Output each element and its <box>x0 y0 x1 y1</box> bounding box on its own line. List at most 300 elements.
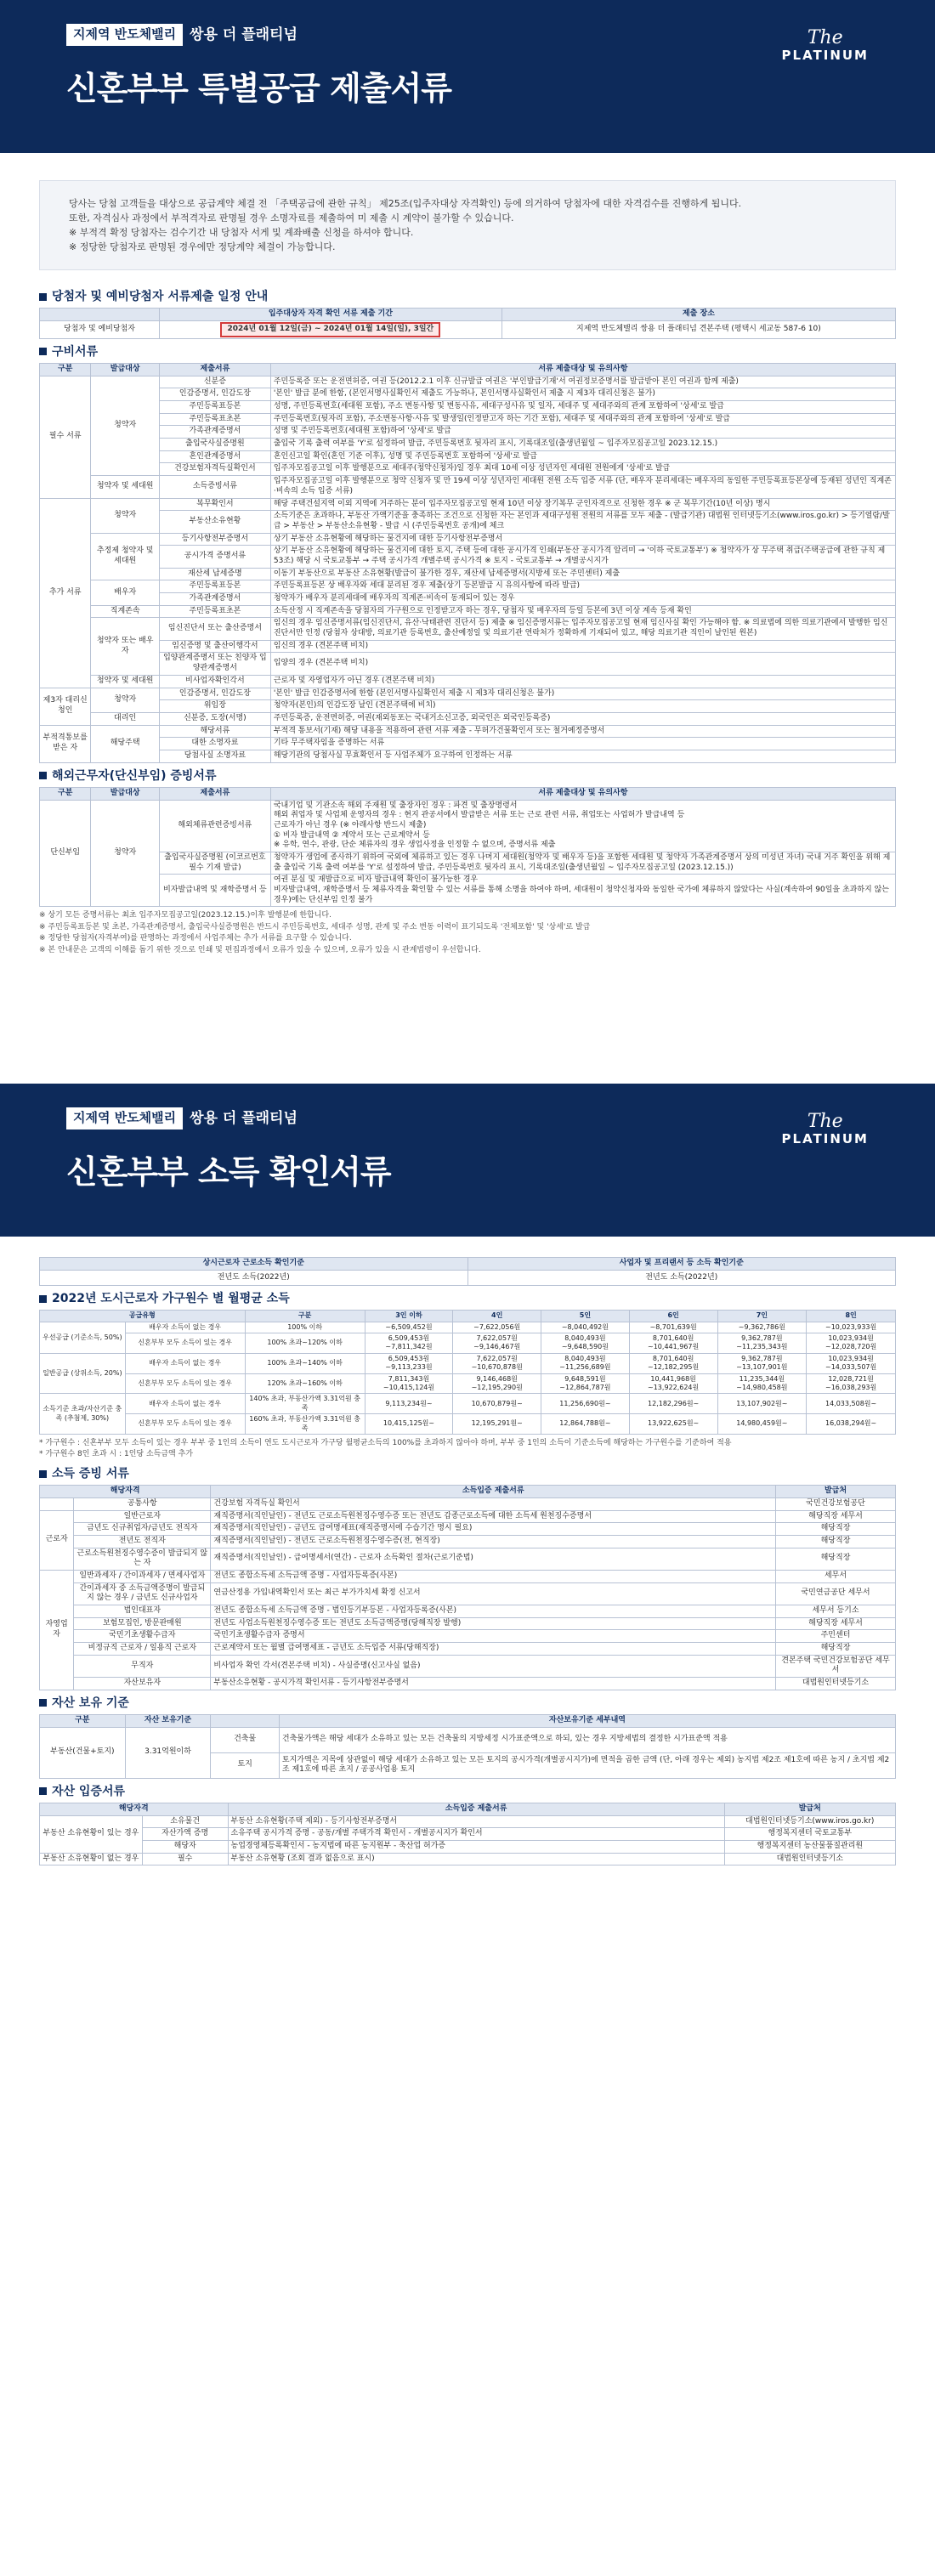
income-basis-table <box>39 1257 896 1286</box>
docs-row <box>40 401 896 414</box>
notice-line: ※ 정당한 당첨자로 판명된 경우에만 정당계약 체결이 가능합니다. <box>69 241 336 253</box>
income-cell: ~10,023,933원 <box>807 1322 896 1333</box>
hero-tag <box>66 24 298 46</box>
proof-doc: 전년도 사업소득원천징수영수증 또는 전년도 소득금액증명(당해직장 발행) <box>211 1617 776 1630</box>
proof-issuer: 해당직장 <box>776 1548 896 1570</box>
content-1 <box>0 180 935 956</box>
footnote: ※ 상기 모든 증명서류는 최초 입주자모집공고일(2023.12.15.)이후 발행분에 한합니다. <box>39 911 332 920</box>
footnotes <box>39 910 896 956</box>
page-title: 신혼부부 특별공급 제출서류 <box>66 69 451 107</box>
income-type: 우선공급 (기준소득, 50%) <box>40 1322 126 1353</box>
docs-row <box>40 476 896 498</box>
docs-doc: 혼인관계증명서 <box>159 450 270 463</box>
income-cell: 100% 초과~140% 이하 <box>245 1353 365 1373</box>
proof-subcategory: 전년도 전직자 <box>74 1535 211 1548</box>
income-header: 공급유형 <box>40 1311 246 1322</box>
income-cell: ~8,701,639원 <box>629 1322 717 1333</box>
income-row <box>40 1394 896 1414</box>
overseas-group: 단신부임 <box>40 800 91 907</box>
docs-note: 주민등록증 또는 운전면허증, 여권 등(2012.2.1 이후 신규발급 여권은 '부인발급기재'서 여권정보증명서를 발급받아 본인 여권과 함께 제출) <box>270 376 895 388</box>
income-cell: 12,182,296원~ <box>629 1394 717 1414</box>
docs-target: 직계존속 <box>91 605 160 618</box>
proof-issuer: 대법원인터넷등기소 <box>776 1678 896 1690</box>
proof-issuer: 행정복지센터 국토교통부 <box>724 1828 895 1841</box>
overseas-header: 서류 제출대상 및 유의사항 <box>270 787 895 800</box>
docs-row <box>40 546 896 568</box>
docs-doc: 출입국사실증명원 <box>159 439 270 451</box>
docs-row <box>40 580 896 593</box>
docs-note: 근로자 및 자영업자가 아닌 경우 (견본주택 비치) <box>270 675 895 688</box>
docs-doc: 해당서류 <box>159 725 270 738</box>
income-cell: 12,864,788원~ <box>541 1414 630 1435</box>
docs-note: 임신의 경우 (견본주택 비치) <box>270 640 895 653</box>
docs-note: 입양의 경우 (견본주택 비치) <box>270 653 895 675</box>
asset-header: 구분 <box>40 1715 126 1728</box>
proof-subcategory: 근로소득원천징수영수증이 발급되지 않는 자 <box>74 1548 211 1570</box>
income-cell: 12,195,291원~ <box>453 1414 541 1435</box>
docs-doc: 소득증빙서류 <box>159 476 270 498</box>
income-cell: 14,980,459원~ <box>717 1414 807 1435</box>
proof-row <box>40 1853 896 1865</box>
square-bullet-icon <box>39 772 47 779</box>
proof-doc: 연금산정용 가입내역확인서 또는 최근 부가가치세 확정 신고서 <box>211 1582 776 1605</box>
proof-category: 자영업자 <box>40 1570 74 1690</box>
docs-table <box>39 363 896 763</box>
proof-doc: 부동산 소유현황 (조회 결과 없음으로 표시) <box>228 1853 724 1865</box>
docs-note: 성명, 주민등록번호(세대원 포함), 주소 변동사항 및 변동사유, 세대구성사유 및 일자, 세대주 및 세대주와의 관계 포함하여 '상세'로 발급 <box>270 401 895 414</box>
docs-header: 발급대상 <box>91 363 160 376</box>
docs-row <box>40 426 896 439</box>
proof-category: 근로자 <box>40 1510 74 1570</box>
income-cell: 14,033,508원~ <box>807 1394 896 1414</box>
income-cell: 7,622,057원 ~10,670,878원 <box>453 1353 541 1373</box>
docs-target: 청약자 <box>91 376 160 476</box>
proof-row <box>40 1570 896 1582</box>
proof-doc: 근로계약서 또는 월별 급여명세표 - 금년도 소득입증 서류(당해직장) <box>211 1643 776 1656</box>
logo-platinum: PLATINUM <box>781 48 869 63</box>
income-table <box>39 1310 896 1435</box>
income-type: 일반공급 (상위소득, 20%) <box>40 1353 126 1394</box>
docs-group: 필수 서류 <box>40 376 91 498</box>
proof-issuer: 해당직장 <box>776 1535 896 1548</box>
income-cell: 10,670,879원~ <box>453 1394 541 1414</box>
docs-doc: 입양관계증명서 또는 친양자 입양관계증명서 <box>159 653 270 675</box>
page-title: 신혼부부 소득 확인서류 <box>66 1152 391 1191</box>
docs-note: 상기 부동산 소유현황에 해당하는 물건지에 대한 등기사항전부증명서 <box>270 533 895 546</box>
docs-group: 제3자 대리신청인 <box>40 688 91 725</box>
proof-doc: 재직증명서(직인날인) - 전년도 근로소득원천징수영수증(전, 현직장) <box>211 1535 776 1548</box>
schedule-place: 지제역 반도체밸리 쌍용 더 플래티넘 견본주택 (평택시 세교동 587-6 10) <box>502 321 895 339</box>
footnote: ※ 정당한 당첨자(자격부여)를 판명하는 과정에서 사업주체는 추가 서류를 요구할 수 있습니다. <box>39 934 352 943</box>
docs-row <box>40 593 896 606</box>
income-cell: 16,038,294원~ <box>807 1414 896 1435</box>
hero-brand: 쌍용 더 플래티넘 <box>190 25 298 43</box>
docs-doc: 주민등록표등본 <box>159 580 270 593</box>
income-cell: 9,146,468원 ~12,195,290원 <box>453 1373 541 1394</box>
docs-doc: 주민등록표초본 <box>159 413 270 426</box>
proof-doc: 재직증명서(직인날인) - 전년도 근로소득원천징수영수증 또는 전년도 갑종근로소득에 대한 소득세 원천징수증명서 <box>211 1510 776 1523</box>
docs-doc: 임신증명 및 출산이행각서 <box>159 640 270 653</box>
basis-value: 전년도 소득(2022년) <box>468 1271 896 1286</box>
square-bullet-icon <box>39 1787 47 1795</box>
docs-target: 청약자 및 세대원 <box>91 476 160 498</box>
docs-note: 이동기 부동산으로 부동산 소유현황(발급이 불가한 경우, 재산세 납세증명서(지방세 또는 주민센터) 제출 <box>270 568 895 580</box>
section-title-text: 구비서류 <box>52 344 99 359</box>
income-cell: 10,023,934원 ~14,033,507원 <box>807 1353 896 1373</box>
section-title-text: 2022년 도시근로자 가구원수 별 월평균 소득 <box>52 1292 290 1306</box>
asset-kind: 건축물 <box>211 1727 280 1752</box>
income-cell: 10,441,968원 ~13,922,624원 <box>629 1373 717 1394</box>
income-cell: 9,362,787원 ~11,235,343원 <box>717 1333 807 1354</box>
docs-group: 부적격통보를 받은 자 <box>40 725 91 762</box>
docs-row <box>40 376 896 388</box>
docs-row <box>40 511 896 533</box>
overseas-doc: 비자발급내역 및 재학증명서 등 <box>159 875 270 907</box>
proof-row <box>40 1655 896 1677</box>
income-cell: 신혼부부 모두 소득이 있는 경우 <box>125 1373 245 1394</box>
proof-subcategory: 일반근로자 <box>74 1510 211 1523</box>
docs-doc: 당첨사실 소명자료 <box>159 750 270 762</box>
income-header: 3인 이하 <box>365 1311 453 1322</box>
square-bullet-icon <box>39 348 47 355</box>
docs-target: 해당주택 <box>91 725 160 762</box>
proof-doc: 부동산소유현황 - 공시가격 확인서류 - 등기사항전부증명서 <box>211 1678 776 1690</box>
proof-subcategory: 일반과세자 / 간이과세자 / 면세사업자 <box>74 1570 211 1582</box>
income-cell: 배우자 소득이 없는 경우 <box>125 1394 245 1414</box>
income-cell: 160% 초과, 부동산가액 3.31억원 충족 <box>245 1414 365 1435</box>
square-bullet-icon <box>39 1470 47 1478</box>
schedule-period: 2024년 01월 12일(금) ~ 2024년 01월 14일(일), 3일간 <box>220 322 440 337</box>
docs-note: 입주자모집공고일 이후 발행분으로 청약 신청자 및 만 19세 이상 성년자인 세대원 전원 소득 입증 서류 (단, 배우자 분리세대는 배우자의 동일한 주민등록표등본상에 등재된 성년인 직계존·비속의 소득 입증 서류) <box>270 476 895 498</box>
logo-the: The <box>807 27 843 48</box>
income-cell: 100% 초과~120% 이하 <box>245 1333 365 1354</box>
proof-doc: 전년도 종합소득세 소득금액 증명 - 법인등기부등본 - 사업자등록증(사본) <box>211 1605 776 1618</box>
income-notes <box>39 1438 896 1461</box>
docs-row <box>40 700 896 713</box>
proof-subcategory: 국민기초생활수급자 <box>74 1630 211 1643</box>
docs-note: 혼인신고일 확인(혼인 기준 이후), 성명 및 주민등록번호 포함하여 '상세'로 발급 <box>270 450 895 463</box>
asset-header: 자산 보유기준 <box>125 1715 211 1728</box>
proof-row <box>40 1840 896 1853</box>
section-title-text: 당첨자 및 예비당첨자 서류제출 일정 안내 <box>52 290 269 304</box>
proof-subcategory: 해당자 <box>142 1840 228 1853</box>
proof-row <box>40 1523 896 1536</box>
proof-header: 소득입증 제출서류 <box>211 1486 776 1498</box>
docs-note: 소득산정 시 직계존속을 당첨자의 가구원으로 인정받고자 하는 경우, 당첨자 및 배우자의 등일 등본에 3년 이상 계속 등재 확인 <box>270 605 895 618</box>
income-cell: 6,509,453원 ~7,811,342원 <box>365 1333 453 1354</box>
proof-row <box>40 1582 896 1605</box>
schedule-table <box>39 308 896 338</box>
basis-header: 사업자 및 프리랜서 등 소득 확인기준 <box>468 1258 896 1271</box>
asset-group: 부동산(건물+토지) <box>40 1727 126 1778</box>
docs-note: 주민등록번호(뒷자리 포함), 주소변동사항·사유 및 발생일(인정받고자 하는 기간 포함), 세대주 및 세대주와의 관계 포함하여 '상세'로 발급 <box>270 413 895 426</box>
square-bullet-icon <box>39 293 47 301</box>
asset-proof-header: 해당자격 <box>40 1803 229 1815</box>
proof-doc: 소유주택 공시가격 증명 - 공동/개별 주택가격 확인서 - 개별공시지가 확인서 <box>228 1828 724 1841</box>
docs-doc: 건강보험자격득실확인서 <box>159 463 270 476</box>
notice-line: 당사는 당첨 고객들을 대상으로 공급계약 체결 전 「주택공급에 관한 규칙」 제25조(입주자대상 자격확인) 등에 의거하여 당첨자에 대한 자격검수를 진행하게 됩니다. <box>69 198 742 209</box>
income-cell: 7,811,343원 ~10,415,124원 <box>365 1373 453 1394</box>
proof-row <box>40 1678 896 1690</box>
income-cell: ~6,509,452원 <box>365 1322 453 1333</box>
proof-row <box>40 1605 896 1618</box>
income-cell: 7,622,057원 ~9,146,467원 <box>453 1333 541 1354</box>
square-bullet-icon <box>39 1295 47 1303</box>
docs-row <box>40 463 896 476</box>
proof-issuer: 세무서 <box>776 1570 896 1582</box>
proof-issuer: 주민센터 <box>776 1630 896 1643</box>
overseas-header: 발급대상 <box>91 787 160 800</box>
docs-doc: 위임장 <box>159 700 270 713</box>
docs-row <box>40 388 896 401</box>
proof-header: 해당자격 <box>40 1486 211 1498</box>
docs-row <box>40 439 896 451</box>
docs-header: 서류 제출대상 및 유의사항 <box>270 363 895 376</box>
docs-doc: 인감증명서, 인감도장 <box>159 388 270 401</box>
docs-row <box>40 640 896 653</box>
section-title-text: 자산 입증서류 <box>52 1784 126 1798</box>
platinum-logo <box>782 1112 869 1148</box>
proof-subcategory: 비정규직 근로자 / 일용직 근로자 <box>74 1643 211 1656</box>
docs-note: '본인' 발급 인감증명서에 한함 (본인서명사실확인서 제출 시 제3자 대리신청은 불가) <box>270 688 895 700</box>
docs-note: 청약자가 배우자 분리세대에 배우자의 직계존·비속이 동재되어 있는 경우 <box>270 593 895 606</box>
proof-doc: 농업경영체등록확인서 - 농지법에 따른 농지원부 - 축산업 허가증 <box>228 1840 724 1853</box>
income-cell: 9,648,591원 ~12,864,787원 <box>541 1373 630 1394</box>
proof-subcategory: 소유물건 <box>142 1815 228 1828</box>
income-cell: 10,023,934원 ~12,028,720원 <box>807 1333 896 1354</box>
square-bullet-icon <box>39 1699 47 1707</box>
income-cell: 9,362,787원 ~13,107,901원 <box>717 1353 807 1373</box>
notice-line: ※ 부적격 확정 당첨자는 검수기간 내 당첨자 서게 및 계좌배출 신청을 하셔야 합니다. <box>69 227 414 239</box>
income-cell: 배우자 소득이 없는 경우 <box>125 1322 245 1333</box>
overseas-doc: 출입국사실증명원 (이코르번호 필수 기재 발급) <box>159 852 270 874</box>
income-cell: ~8,040,492원 <box>541 1322 630 1333</box>
income-cell: 6,509,453원 ~9,113,233원 <box>365 1353 453 1373</box>
proof-subcategory: 자산가액 증명 <box>142 1828 228 1841</box>
docs-target: 배우자 <box>91 580 160 605</box>
docs-row <box>40 738 896 750</box>
docs-row <box>40 568 896 580</box>
overseas-note: 청약자가 생업에 종사하기 위하여 국외에 체류하고 있는 경우 나머지 세대원(청약자 및 배우자 등)을 포함한 세대원 및 청약자 가족관계증명서 상의 미성년 자녀) 국내 거주 확인을 위해 제출 출입국 기록 출력 여부를 'Y'로 설정하여 발급, 주민등록번호 뒷자리 표시, 기록대조일(출생년월일 ~ 입주자모집공고일 (2023.12.15.)) <box>270 852 895 874</box>
docs-doc: 복무확인서 <box>159 498 270 511</box>
notice-box <box>39 180 896 270</box>
docs-row <box>40 675 896 688</box>
income-type: 소득기준 초과/자산기준 충족 (추첨제, 30%) <box>40 1394 126 1435</box>
basis-header: 상시근로자 근로소득 확인기준 <box>40 1258 468 1271</box>
docs-doc: 신분증, 도장(서명) <box>159 712 270 725</box>
schedule-header <box>40 309 160 321</box>
proof-row <box>40 1497 896 1510</box>
income-cell: ~7,622,056원 <box>453 1322 541 1333</box>
docs-note: 부적격 통보서(기재) 해당 내용을 적용하여 관련 서류 제출 - 무허가건물확인서 또는 철거예정증명서 <box>270 725 895 738</box>
docs-doc: 등기사항전부증명서 <box>159 533 270 546</box>
income-cell: 9,113,234원~ <box>365 1394 453 1414</box>
docs-row <box>40 618 896 640</box>
proof-row <box>40 1643 896 1656</box>
asset-kind: 토지 <box>211 1752 280 1778</box>
income-cell: 100% 이하 <box>245 1322 365 1333</box>
section-title-text: 해외근무자(단신부임) 증빙서류 <box>52 768 217 783</box>
asset-proof-header: 소득입증 제출서류 <box>228 1803 724 1815</box>
docs-header: 구분 <box>40 363 91 376</box>
proof-subcategory: 간이과세자 중 소득금액증명이 발급되지 않는 경우 / 금년도 신규사업자 <box>74 1582 211 1605</box>
docs-header: 제출서류 <box>159 363 270 376</box>
income-cell: 8,040,493원 ~11,256,689원 <box>541 1353 630 1373</box>
income-row <box>40 1373 896 1394</box>
proof-subcategory: 공통사항 <box>74 1497 211 1510</box>
hero-banner-2 <box>0 1084 935 1237</box>
docs-doc: 인감증명서, 인감도장 <box>159 688 270 700</box>
asset-table <box>39 1714 896 1779</box>
docs-doc: 대한 소명자료 <box>159 738 270 750</box>
income-header: 구분 <box>245 1311 365 1322</box>
hero-brand: 쌍용 더 플래티넘 <box>190 1110 298 1128</box>
proof-issuer: 해당직장 세무서 <box>776 1617 896 1630</box>
docs-row <box>40 712 896 725</box>
proof-issuer: 해당직장 <box>776 1523 896 1536</box>
docs-row <box>40 498 896 511</box>
section-title-overseas <box>39 768 896 784</box>
overseas-note: 국내기업 및 기관소속 해외 주재원 및 출장자인 경우 : 파견 및 출장명령서 해외 취업자 및 사업체 운영자의 경우 : 현지 관공서에서 발급받은 서류 또는 근로 관련 서류, 취업또는 사업허가 발급내역 등 근로자가 아닌 경우 (※ 아래사항 반드시 제출) ① 비자 발급내역 ② 계약서 또는 근로계약서 등 ※ 유학, 연수, 관광, 단순 체류자의 경우 생업사정을 인정할 수 없으며, 증명서류 제출 <box>270 800 895 852</box>
income-note: * 가구원수 : 신혼부부 모두 소득이 있는 경우 부부 중 1인의 소득이 연도 도시근로자 가구당 월평균소득의 100%를 초과하지 않아야 하며, 부부 중 1인의 소득이 기준소득에 해당하는 가구원수를 기준하여 적용 <box>39 1438 732 1447</box>
income-cell: 8,040,493원 ~9,648,590원 <box>541 1333 630 1354</box>
income-cell: 140% 초과, 부동산가액 3.31억원 충족 <box>245 1394 365 1414</box>
section-gap <box>0 956 935 1084</box>
docs-target: 청약자 및 세대원 <box>91 675 160 688</box>
docs-row <box>40 750 896 762</box>
docs-doc: 가족관계증명서 <box>159 426 270 439</box>
proof-doc: 비사업자 확인 각서(견본주택 비치) - 사실증명(신고사실 없음) <box>211 1655 776 1677</box>
proof-row <box>40 1828 896 1841</box>
income-cell: ~9,362,786원 <box>717 1322 807 1333</box>
docs-doc: 재산세 납세증명 <box>159 568 270 580</box>
docs-doc: 비사업자확인각서 <box>159 675 270 688</box>
docs-target: 청약자 또는 배우자 <box>91 618 160 675</box>
income-row <box>40 1333 896 1354</box>
docs-target: 추정제 청약자 및 세대원 <box>91 533 160 580</box>
income-header: 8인 <box>807 1311 896 1322</box>
footnote: ※ 주민등록표등본 및 초본, 가족관계증명서, 출입국사실증명원은 반드시 주민등록번호, 세대주 성명, 관계 및 주소 변동 이력이 표기되도록 '전체포함' 및 '상세'로 발급 <box>39 922 591 931</box>
proof-category: 부동산 소유현황이 있는 경우 <box>40 1815 143 1853</box>
section-title-proof <box>39 1466 896 1481</box>
docs-row <box>40 688 896 700</box>
section-title-schedule <box>39 289 896 304</box>
section-title-asset-proof <box>39 1784 896 1799</box>
proof-issuer: 견본주택 국민건강보험공단 세무서 <box>776 1655 896 1677</box>
asset-limit: 3.31억원이하 <box>125 1727 211 1778</box>
docs-row <box>40 450 896 463</box>
asset-header <box>211 1715 280 1728</box>
income-note: * 가구원수 8인 초과 시 : 1인당 소득금액 추가 <box>39 1450 193 1459</box>
income-cell: 120% 초과~160% 이하 <box>245 1373 365 1394</box>
platinum-logo <box>782 29 869 65</box>
schedule-header: 입주대상자 자격 확인 서류 제출 기간 <box>159 309 502 321</box>
proof-subcategory: 자산보유자 <box>74 1678 211 1690</box>
asset-header: 자산보유기준 세부내역 <box>279 1715 895 1728</box>
docs-doc: 임신진단서 또는 출산증명서 <box>159 618 270 640</box>
section-title-text: 자산 보유 기준 <box>52 1696 129 1710</box>
income-cell: 11,235,344원 ~14,980,458원 <box>717 1373 807 1394</box>
proof-row <box>40 1630 896 1643</box>
proof-issuer: 국민연금공단 세무서 <box>776 1582 896 1605</box>
section-title-asset <box>39 1696 896 1711</box>
docs-row <box>40 605 896 618</box>
docs-note: 입주자모집공고일 이후 발행분으로 세대주(청약신청자)일 경우 최대 10세 이상 성년자인 세대원 전원에게 '상세'로 발급 <box>270 463 895 476</box>
proof-row <box>40 1815 896 1828</box>
overseas-table <box>39 787 896 908</box>
docs-doc: 공시가격 증명서류 <box>159 546 270 568</box>
docs-note: 주민등록증, 운전면허증, 여권(재외동포는 국내거소신고증, 외국인은 외국인등록증) <box>270 712 895 725</box>
docs-row <box>40 413 896 426</box>
proof-issuer: 해당직장 <box>776 1643 896 1656</box>
proof-category: 부동산 소유현황이 없는 경우 <box>40 1853 143 1865</box>
docs-note: 성명 및 주민등록번호(세대원 포함)하여 '상세'로 발급 <box>270 426 895 439</box>
proof-header: 발급처 <box>776 1486 896 1498</box>
proof-subcategory: 필수 <box>142 1853 228 1865</box>
hero-tag-label: 지제역 반도체밸리 <box>66 1107 183 1129</box>
logo-platinum: PLATINUM <box>781 1131 869 1147</box>
proof-table <box>39 1485 896 1690</box>
proof-row <box>40 1548 896 1570</box>
proof-issuer: 행정복지센터 농산물품질관리원 <box>724 1840 895 1853</box>
proof-row <box>40 1617 896 1630</box>
proof-issuer: 세무서 등기소 <box>776 1605 896 1618</box>
notice-line: 또한, 자격심사 과정에서 부적격자로 판명될 경우 소명자료를 제출하여 미 제출 시 계약이 불가할 수 있습니다. <box>69 212 514 224</box>
docs-note: 해당기관의 당첨사실 무효확인서 등 사업주체가 요구하여 인정하는 서류 <box>270 750 895 762</box>
docs-doc: 주민등록표등본 <box>159 401 270 414</box>
proof-issuer: 대법원인터넷등기소 <box>724 1853 895 1865</box>
schedule-target: 당첨자 및 예비당첨자 <box>40 321 160 339</box>
overseas-header: 구분 <box>40 787 91 800</box>
docs-group: 추가 서류 <box>40 498 91 688</box>
income-row <box>40 1414 896 1435</box>
overseas-note: 여권 분실 및 재발급으로 비자 발급내역 확인이 불가능한 경우 비자발급내역, 재학증명서 등 체류자격을 확인할 수 있는 서류를 통해 소명을 하여야 하며, 세대원이 청약신청자와 동일한 국가에 체류하지 않았다는 사실(계속하여 90일을 초과하지 않는 경우)에는 단신부임 인정 불가 <box>270 875 895 907</box>
docs-note: 해당 주택건설지역 이외 지역에 거주하는 분이 입주자모집공고일 현재 10년 이상 장기복무 군인자격으로 신청한 경우 ※ 군 복무기간(10년 이상) 명시 <box>270 498 895 511</box>
proof-issuer: 대법원인터넷등기소(www.iros.go.kr) <box>724 1815 895 1828</box>
income-header: 4인 <box>453 1311 541 1322</box>
docs-row <box>40 725 896 738</box>
proof-doc: 건강보험 자격득실 확인서 <box>211 1497 776 1510</box>
hero-banner-1 <box>0 0 935 153</box>
asset-proof-table <box>39 1803 896 1865</box>
income-cell: 8,701,640원 ~10,441,967원 <box>629 1333 717 1354</box>
income-cell: 배우자 소득이 없는 경우 <box>125 1353 245 1373</box>
proof-row <box>40 1510 896 1523</box>
income-cell: 10,415,125원~ <box>365 1414 453 1435</box>
income-row <box>40 1322 896 1333</box>
docs-note: 출입국 기록 출력 여부를 'Y'로 설정하여 발급, 주민등록번호 뒷자리 표시, 기록대조일(출생년월일 ~ 입주자모집공고일 2023.12.15.) <box>270 439 895 451</box>
asset-detail: 건축물가액은 해당 세대가 소유하고 있는 모든 건축물의 지방세정 시가표준액으로 하되, 있는 경우 지방세법의 결정한 시가표준액 적용 <box>279 1727 895 1752</box>
section-title-income <box>39 1291 896 1306</box>
asset-detail: 토지가액은 지목에 상관없이 해당 세대가 소유하고 있는 모든 토지의 공시가격(개별공시지가)에 면적을 곱한 금액 (단, 아래 경우는 제외) 농지법 제2조 제1호에 따른 농지 / 초지법 제2조 제1호에 따른 초지 / 공공사업용 토지 <box>279 1752 895 1778</box>
income-header: 5인 <box>541 1311 630 1322</box>
docs-note: 상기 부동산 소유현황에 해당하는 물건지에 대한 토지, 주택 등에 대한 공시가격 인쇄(부동산 공시가격 알리미 → '이하 국토교통부') ※ 청약자가 상 무주택 취급(주택공급에 관한 규칙 제53조) 해당 시 국토교통부 → 주택 공시가격 개별주택 공시가격 ※ 토지 - 국토교통부 → 개별공시지가 <box>270 546 895 568</box>
proof-subcategory: 무직자 <box>74 1655 211 1677</box>
docs-row <box>40 653 896 675</box>
schedule-period-cell <box>159 321 502 339</box>
docs-target: 청약자 <box>91 688 160 712</box>
income-header: 6인 <box>629 1311 717 1322</box>
income-cell: 13,922,625원~ <box>629 1414 717 1435</box>
proof-doc: 부동산 소유현황(주택 제외) - 등기사항전부증명서 <box>228 1815 724 1828</box>
proof-subcategory: 법인대표자 <box>74 1605 211 1618</box>
footnote: ※ 본 안내문은 고객의 이해를 돕기 위한 것으로 인쇄 및 편집과정에서 오류가 있을 수 있으며, 오류가 있을 시 관계법령이 우선합니다. <box>39 945 481 954</box>
hero-tag <box>66 1107 298 1129</box>
proof-subcategory: 금년도 신규취업자/금년도 전직자 <box>74 1523 211 1536</box>
income-row <box>40 1353 896 1373</box>
docs-doc: 주민등록표초본 <box>159 605 270 618</box>
section-title-text: 소득 증빙 서류 <box>52 1466 129 1480</box>
